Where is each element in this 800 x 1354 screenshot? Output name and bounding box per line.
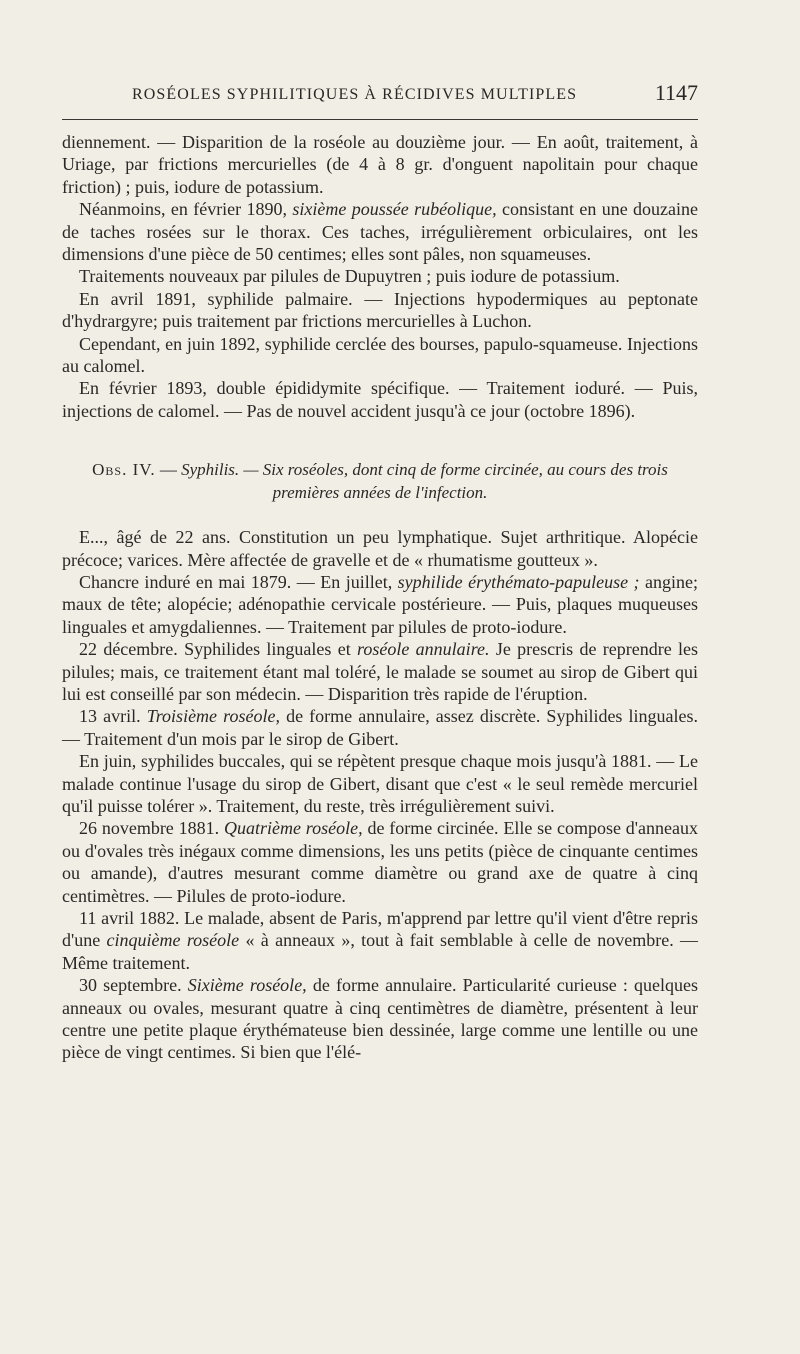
paragraph: En février 1893, double épididymite spécifique. — Traitement ioduré. — Puis, injections de calomel. — Pas de nouvel accident jusqu'à ce jour (octobre 1896). <box>62 378 698 421</box>
paragraph <box>62 571 698 638</box>
page-header <box>62 80 698 110</box>
text-run: 30 septembre. <box>79 975 182 996</box>
paragraph: diennement. — Disparition de la roséole au douzième jour. — En août, traitement, à Uriage, par frictions mercurielles (de 4 à 8 gr. d'onguent napolitain pour chaque friction) ; puis, iodure de potassium. <box>62 132 698 197</box>
italic-run: roséole annulaire. <box>357 639 490 660</box>
paragraph <box>62 198 698 265</box>
observation-label: Obs. IV. <box>92 460 156 480</box>
text-run: consistant en une douzaine de taches rosées sur le thorax. Ces taches, irrégulièrement orbiculaires, ont les dimensions d'une pièce de 50 centimes; elles sont pâles, non squameuses. <box>62 199 699 265</box>
page-number: 1147 <box>654 80 698 105</box>
paragraph: Traitements nouveaux par pilules de Dupuytren ; puis iodure de potassium. <box>79 266 620 287</box>
italic-run: sixième poussée rubéolique, <box>292 199 497 220</box>
text-run: 22 décembre. Syphilides linguales et <box>79 639 351 660</box>
text-run: de forme annulaire, assez discrète. Syphilides linguales. — Traitement d'un mois par le sirop de Gibert. <box>62 706 699 749</box>
paragraph <box>62 974 698 1064</box>
italic-run: syphilide érythémato-papuleuse ; <box>397 571 640 592</box>
body-text <box>62 131 698 1064</box>
paragraph: Cependant, en juin 1892, syphilide cerclée des bourses, papulo-squameuse. Injections au calomel. <box>62 333 698 377</box>
paragraph <box>62 817 698 907</box>
text-run: Néanmoins, en février 1890, <box>79 199 288 220</box>
italic-run: Troisième roséole, <box>146 706 280 727</box>
observation-dash: — <box>155 460 182 480</box>
text-run: 11 avril 1882. Le malade, absent de Paris, m'apprend par lettre qu'il vient d'être repris d'une <box>62 908 698 951</box>
text-run: angine; maux de tête; alopécie; adénopathie cervicale postérieure. — Puis, plaques muqueuses linguales et amygdaliennes. — Traitement par pilules de proto-iodure. <box>62 571 698 637</box>
text-run: 13 avril. <box>79 706 141 727</box>
italic-run: Quatrième roséole, <box>223 818 363 839</box>
italic-run: cinquième roséole <box>106 930 240 951</box>
running-title: ROSÉOLES SYPHILITIQUES À RÉCIDIVES MULTIPLES <box>132 86 578 103</box>
header-rule <box>62 119 698 120</box>
observation-heading <box>62 459 698 504</box>
text-run: « à anneaux », tout à fait semblable à celle de novembre. — Même traitement. <box>62 930 698 973</box>
text-run: Je prescris de reprendre les pilules; mais, ce traitement étant mal toléré, le malade se soumet au sirop de Gibert qui lui est conseillé par son médecin. — Disparition très rapide de l'éruption. <box>62 639 699 704</box>
paragraph: E..., âgé de 22 ans. Constitution un peu lymphatique. Sujet arthritique. Alopécie précoce; varices. Mère affectée de gravelle et de « rhumatisme goutteux ». <box>62 527 698 570</box>
paragraph <box>62 705 698 750</box>
italic-run: Sixième roséole, <box>187 975 307 996</box>
paragraph <box>62 907 698 974</box>
text-run: Chancre induré en mai 1879. — En juillet, <box>79 571 393 592</box>
paragraph: En juin, syphilides buccales, qui se répètent presque chaque mois jusqu'à 1881. — Le malade continue l'usage du sirop de Gibert, disant que c'est « le seul remède mercuriel qu'il puisse tolérer ». Traitement, du reste, très irrégulièrement suivi. <box>62 751 698 816</box>
paragraph: En avril 1891, syphilide palmaire. — Injections hypodermiques au peptonate d'hydrargyre; puis traitement par frictions mercurielles à Luchon. <box>62 288 698 332</box>
paragraph <box>62 638 698 705</box>
text-run: 26 novembre 1881. <box>79 818 220 839</box>
text-run: de forme circinée. Elle se compose d'anneaux ou d'ovales très inégaux comme dimensions, les uns petits (pièce de cinquante centimes ou amande), d'autres mesurant comme diamètre ou grand axe de quatre à cinq centimètres. — Pilules de proto-iodure. <box>62 818 698 906</box>
observation-title: Syphilis. — Six roséoles, dont cinq de forme circinée, au cours des trois premières années de l'infection. <box>181 460 668 502</box>
text-run: de forme annulaire. Particularité curieuse : quelques anneaux ou ovales, mesurant quatre à cinq centimètres de diamètre, présentent à leur centre une petite plaque érythémateuse bien dessinée, large comme une lentille ou une pièce de vingt centimes. Si bien que l'élé- <box>62 975 698 1063</box>
